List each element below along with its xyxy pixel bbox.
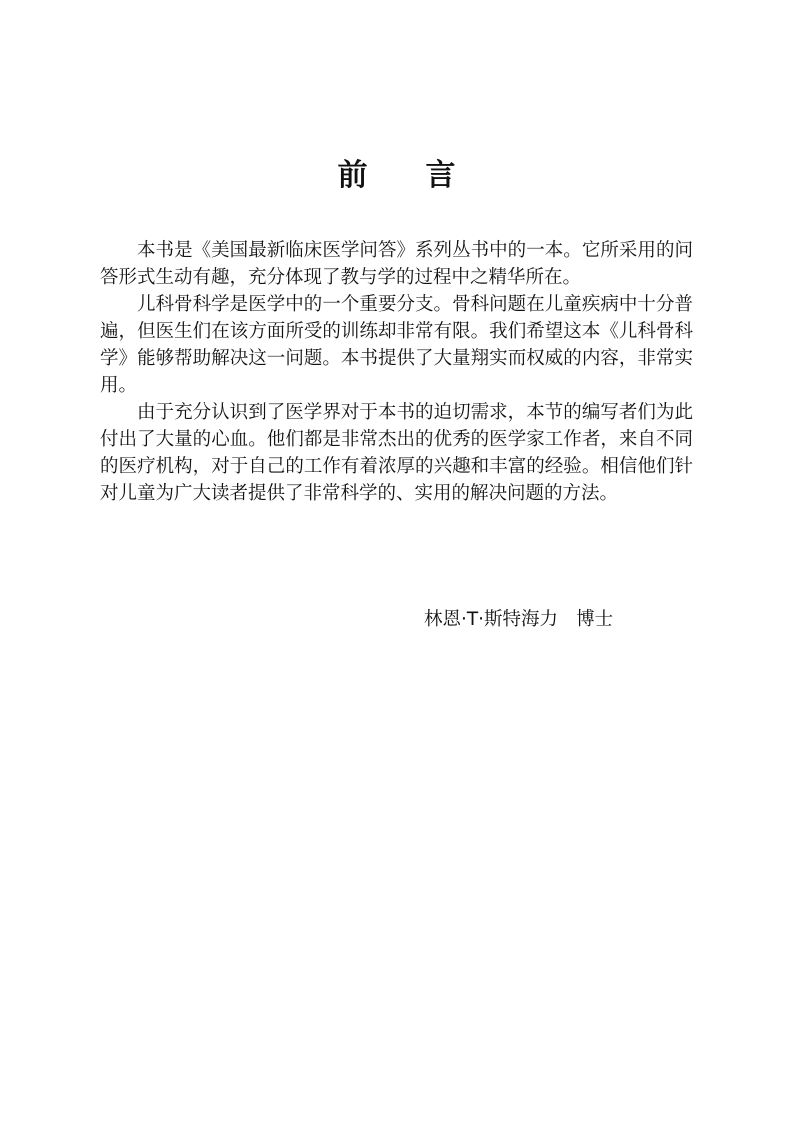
page-title-char-1: 前	[337, 158, 368, 193]
preface-body	[100, 237, 693, 507]
paragraph-3: 由于充分认识到了医学界对于本书的迫切需求，本节的编写者们为此付出了大量的心血。他们都是非常杰出的优秀的医学家工作者，来自不同的医疗机构，对于自己的工作有着浓厚的兴趣和丰富的经验。相信他们针对儿童为广大读者提供了非常科学的、实用的解决问题的方法。	[100, 402, 693, 504]
paragraph-1: 本书是《美国最新临床医学问答》系列丛书中的一本。它所采用的问答形式生动有趣，充分体现了教与学的过程中之精华所在。	[100, 240, 693, 288]
signature	[424, 606, 613, 634]
paragraph-2: 儿科骨科学是医学中的一个重要分支。骨科问题在儿童疾病中十分普遍，但医生们在该方面所受的训练却非常有限。我们希望这本《儿科骨科学》能够帮助解决这一问题。本书提供了大量翔实而权威的内容，非常实用。	[100, 294, 693, 396]
signature-name: 林恩·T·斯特海力	[424, 609, 559, 630]
signature-title: 博士	[576, 609, 614, 630]
page-title	[0, 156, 793, 196]
page-title-char-2: 言	[425, 158, 456, 193]
